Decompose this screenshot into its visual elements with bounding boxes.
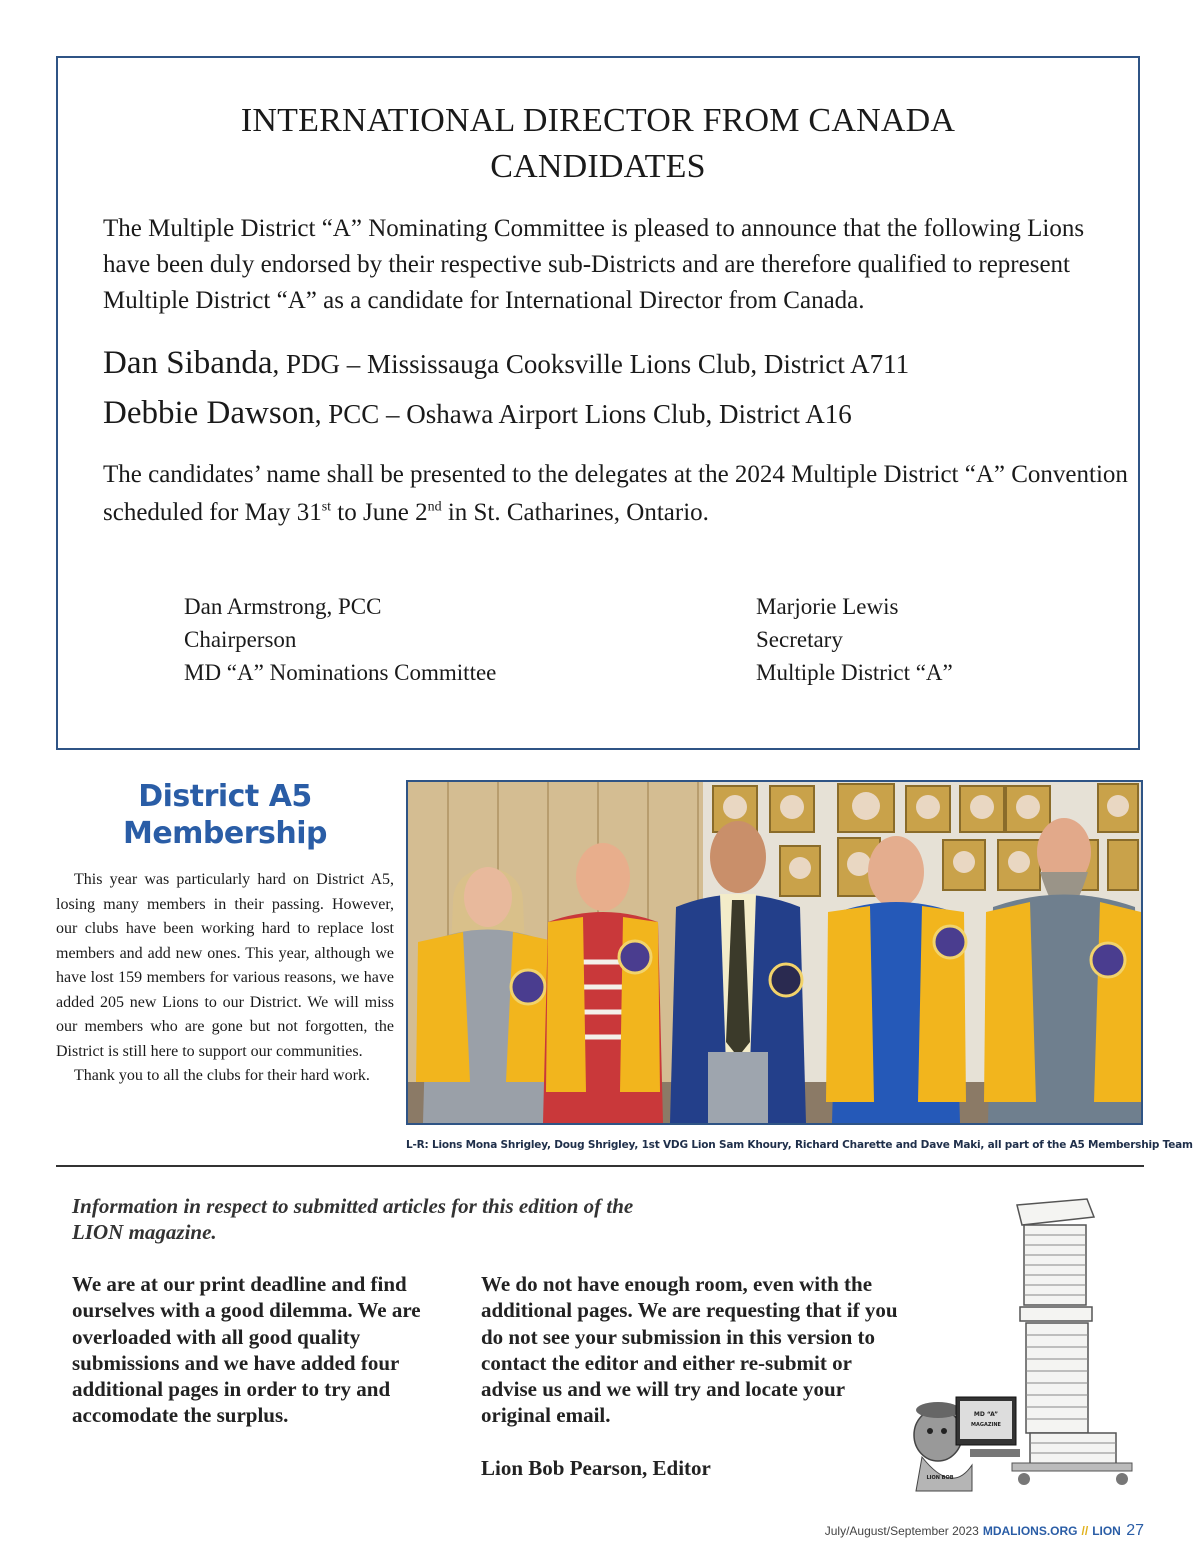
announcement-title-line2: CANDIDATES: [490, 148, 706, 185]
convention-notice: The candidates’ name shall be presented to the delegates at the 2024 Multiple District “A” Convention scheduled for May 31st to June 2nd in St. Catharines, Ontario.: [103, 461, 1128, 526]
magazine-name: LION: [1092, 1524, 1121, 1538]
group-photo-illustration: [408, 782, 1141, 1123]
section-divider: [56, 1165, 1144, 1167]
monitor-label-line2: MAGAZINE: [971, 1422, 1001, 1428]
mug-label: LION BOB: [926, 1475, 954, 1481]
candidate-2-name: Debbie Dawson: [103, 395, 315, 431]
editor-info-right-column: We do not have enough room, even with the additional pages. We are requesting that if you do not see your submission in this version to contact the editor and either re-submit or advise us and we will try and locate your original email.: [481, 1272, 898, 1428]
candidate-2-details: , PCC – Oshawa Airport Lions Club, District A16: [314, 399, 852, 429]
website-link[interactable]: MDALIONS.ORG: [982, 1524, 1078, 1538]
announcement-title-line1: INTERNATIONAL DIRECTOR FROM CANADA: [240, 102, 956, 139]
photo-caption: L-R: Lions Mona Shrigley, Doug Shrigley, 1st VDG Lion Sam Khoury, Richard Charette and Dave Maki, all part of the A5 Membership Team: [406, 1139, 1193, 1151]
candidate-2: [103, 395, 1133, 432]
announcement-box: [56, 56, 1140, 750]
issue-date: July/August/September 2023: [824, 1524, 979, 1538]
district-a5-article: [56, 868, 394, 1089]
article-paragraph: Thank you to all the clubs for their hard work.: [74, 1067, 370, 1084]
announcement-title: [58, 98, 1138, 190]
announcement-intro: The Multiple District “A” Nominating Committee is pleased to announce that the following Lions have been duly endorsed by their respective sub-Districts and are therefore qualified to represent Multiple District “A” as a candidate for International Director from Canada.: [103, 215, 1085, 314]
article-paragraph: This year was particularly hard on District A5, losing many members in their passing. However, our clubs have been working hard to replace lost members and add new ones. This year, although we have lost 159 members for various reasons, we have added 205 new Lions to our District. We will miss our members who are gone but not forgotten, the District is still here to support our communities.: [56, 871, 394, 1060]
membership-team-photo: [406, 780, 1143, 1125]
candidate-1-name: Dan Sibanda: [103, 345, 273, 381]
page-footer: [825, 1522, 1144, 1540]
editor-info-left-column: We are at our print deadline and find ourselves with a good dilemma. We are overloaded with all good quality submissions and we have added four additional pages in order to try and accomodate the surplus.: [72, 1272, 421, 1428]
editor-info-title: Information in respect to submitted articles for this edition of the LION magazine.: [72, 1194, 634, 1244]
monitor-label-line1: MD “A”: [973, 1411, 999, 1418]
signatory-secretary: Marjorie Lewis Secretary Multiple District “A”: [756, 594, 953, 685]
signatory-chairperson: Dan Armstrong, PCC Chairperson MD “A” Nominations Committee: [184, 594, 497, 685]
candidate-1-details: , PDG – Mississauga Cooksville Lions Club, District A711: [272, 349, 910, 379]
page-number: 27: [1126, 1522, 1144, 1539]
editor-signature: Lion Bob Pearson, Editor: [481, 1456, 711, 1480]
district-a5-heading: District A5 Membership: [122, 779, 328, 851]
paper-stack-cartoon: [912, 1195, 1152, 1495]
candidate-1: [103, 345, 1133, 382]
footer-separator: //: [1081, 1524, 1089, 1538]
